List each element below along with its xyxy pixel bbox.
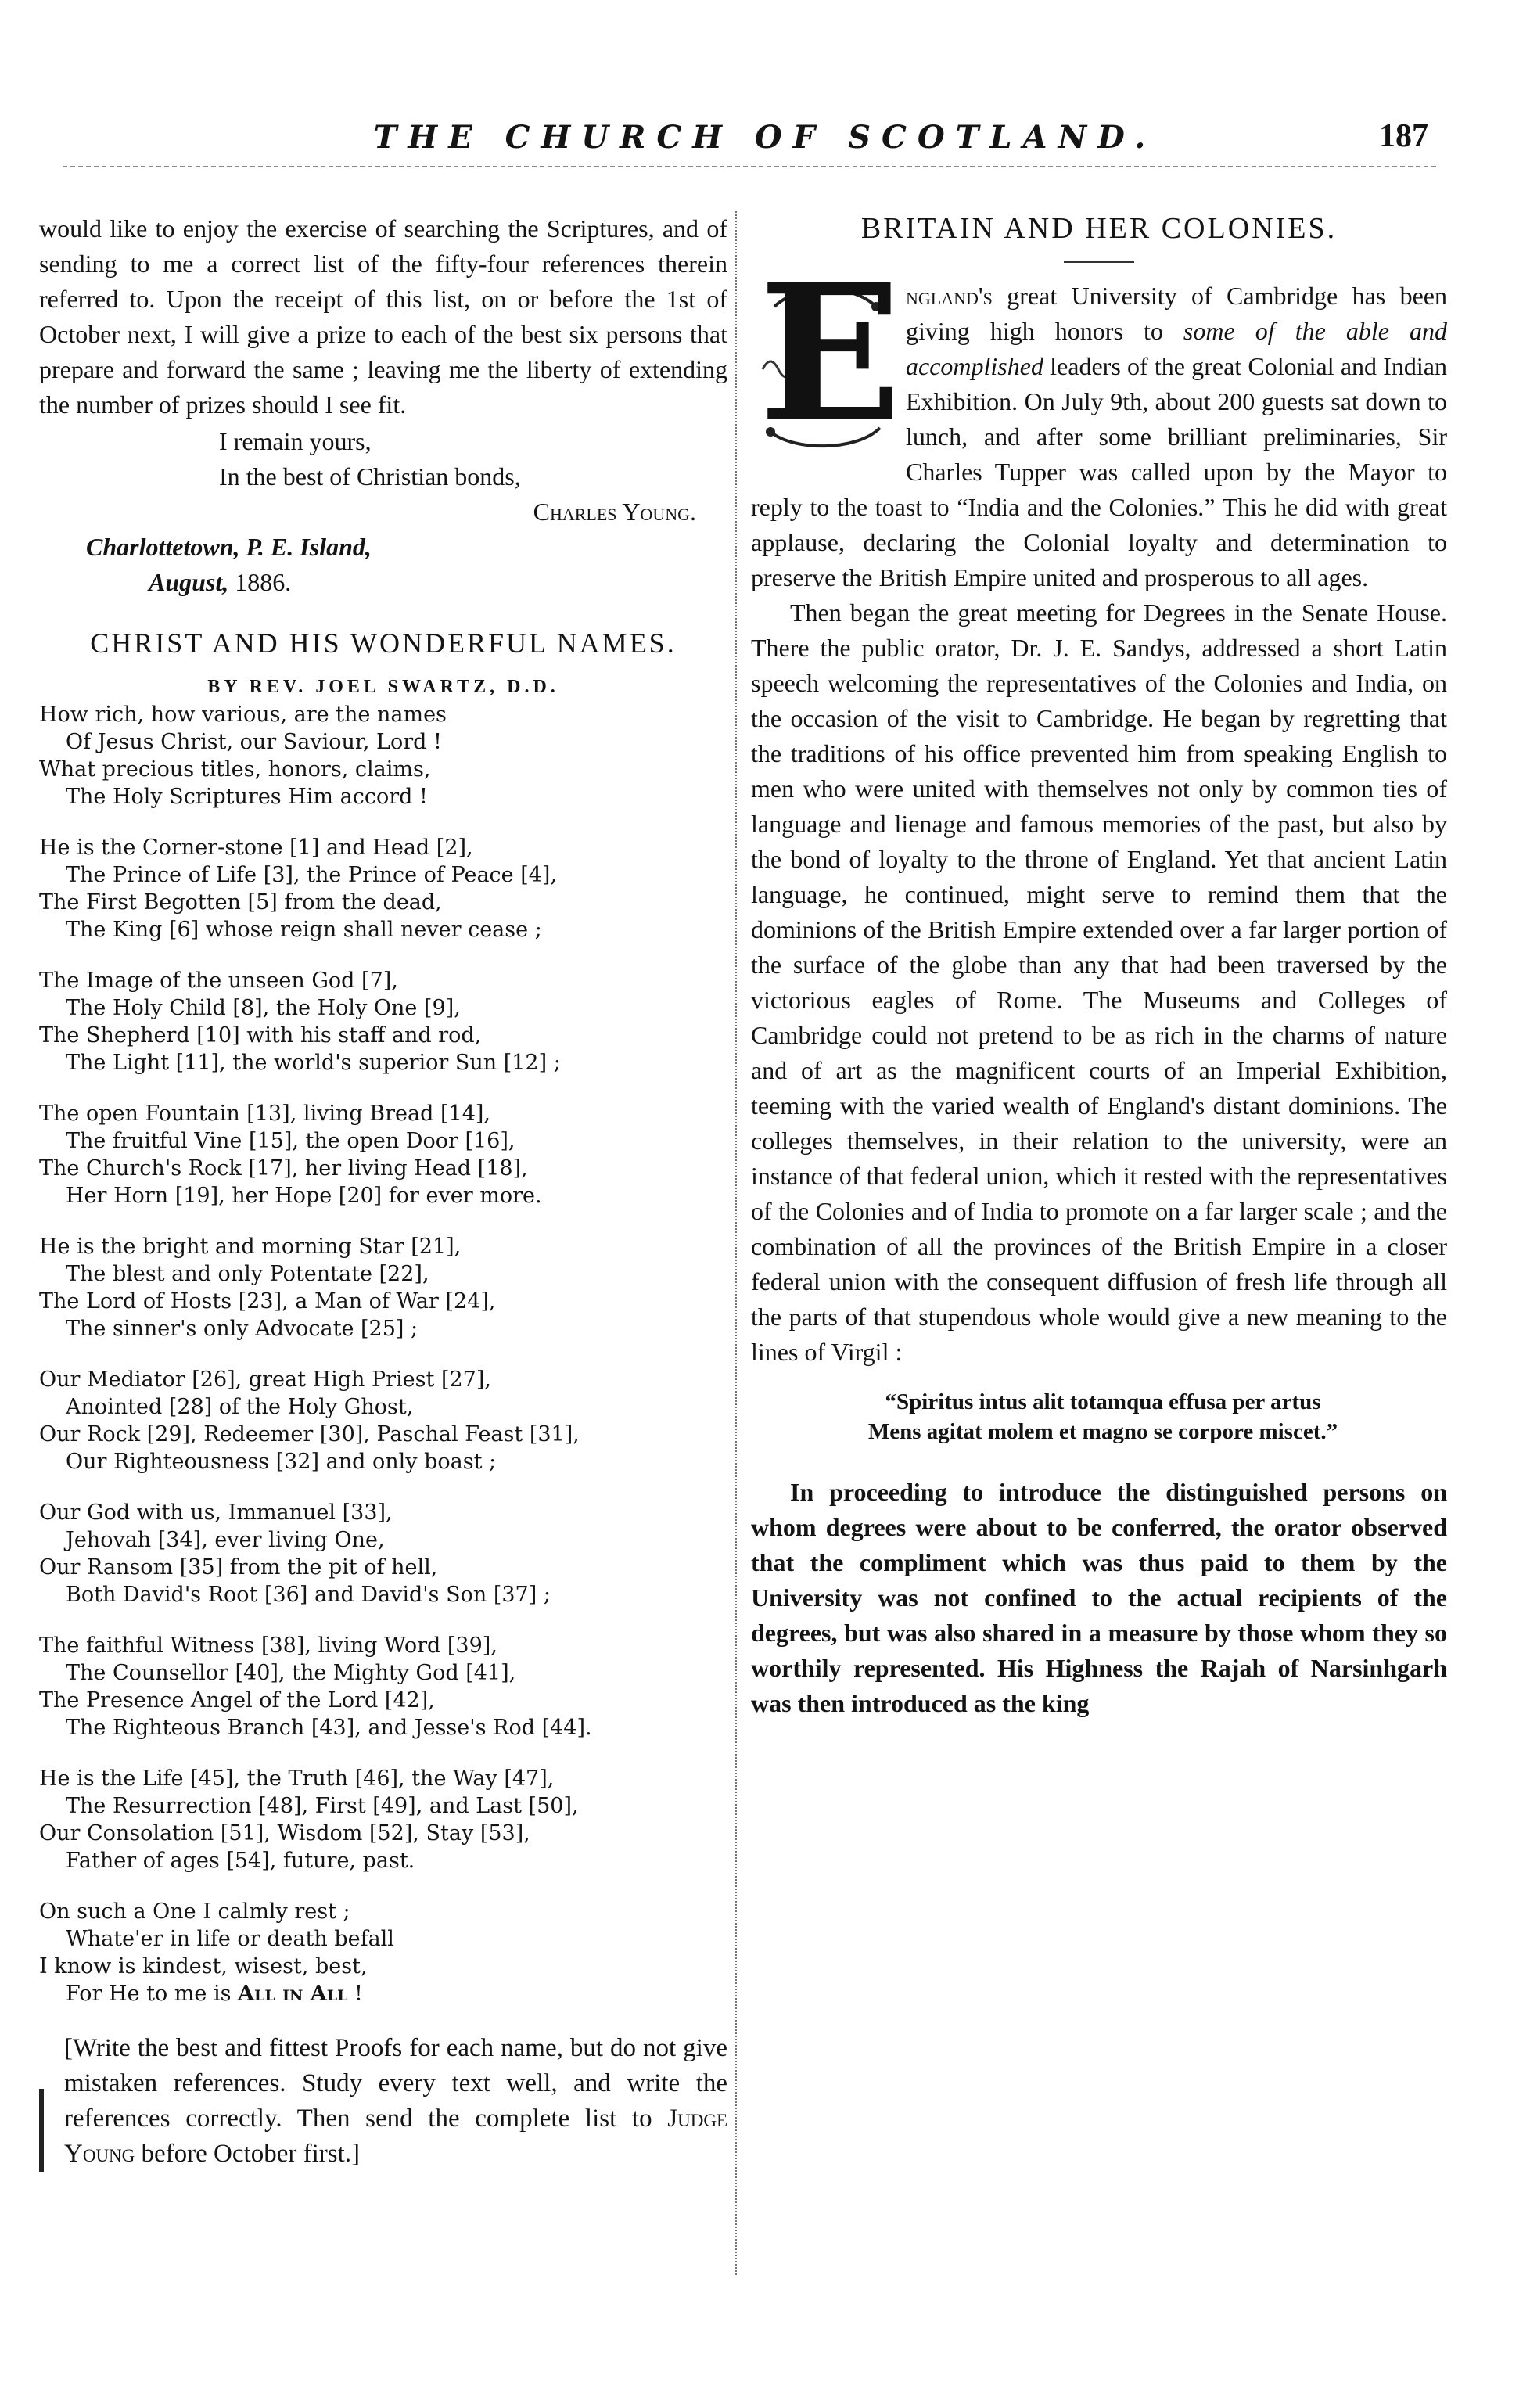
poem-line: The faithful Witness [38], living Word [39], <box>39 1633 497 1658</box>
poem-line: The Presence Angel of the Lord [42], <box>39 1688 435 1713</box>
poem-line: Jehovah [34], ever living One, <box>66 1528 385 1552</box>
stanza <box>39 1366 727 1475</box>
poem-line: The Image of the unseen God [7], <box>39 969 398 993</box>
poem-line: Father of ages [54], future, past. <box>66 1849 415 1873</box>
poem-line: The Holy Child [8], the Holy One [9], <box>66 996 461 1020</box>
poem-line: The sinner's only Advocate [25] ; <box>66 1317 418 1341</box>
stanza <box>39 701 727 810</box>
article-paragraph: In proceeding to introduce the distinguished persons on whom degrees were about to be conferred, the orator observed that the compliment which was thus paid to them by the University was not confined to the actual recipients of the degrees, but was also shared in a measure by those whom they so worthily represented. His Highness the Rajah of Narsinhgarh was then introduced as the king <box>751 1478 1447 1717</box>
note-judge-name: Judge Young <box>64 2104 727 2168</box>
left-column <box>39 211 727 2283</box>
para-text: great University of Cambridge has been giving high honors to <box>906 282 1447 345</box>
poem-line: Our Consolation [51], Wisdom [52], Stay [53], <box>39 1821 530 1846</box>
poem-line: Anointed [28] of the Holy Ghost, <box>66 1395 414 1419</box>
line-text: For He to me is <box>66 1982 239 2006</box>
poem-line: How rich, how various, are the names <box>39 703 447 727</box>
closing-date <box>39 565 727 600</box>
signature: Charles Young. <box>533 498 696 526</box>
poem-line: The Righteous Branch [43], and Jesse's Rod [44]. <box>66 1716 592 1740</box>
poem-line: Our Ransom [35] from the pit of hell, <box>39 1555 438 1580</box>
lead-word: ngland's <box>906 282 993 310</box>
poem-line: He is the bright and morning Star [21], <box>39 1235 462 1259</box>
article-paragraph <box>751 243 1448 595</box>
header-rule <box>63 166 1436 167</box>
article-title: BRITAIN AND HER COLONIES. <box>860 212 1338 245</box>
poem-line: Her Horn [19], her Hope [20] for ever more. <box>66 1184 542 1208</box>
quote-line: “Spiritus intus alit totamqua effusa per artus <box>885 1389 1321 1414</box>
running-title: THE CHURCH OF SCOTLAND. <box>373 119 1157 156</box>
right-column <box>751 211 1447 2283</box>
page-header <box>0 103 1530 174</box>
poem-line: Both David's Root [36] and David's Son [37] ; <box>66 1583 551 1607</box>
poem-line: The Counsellor [40], the Mighty God [41], <box>66 1661 516 1685</box>
poem-line: The Lord of Hosts [23], a Man of War [24], <box>39 1289 496 1314</box>
poem-line: The Resurrection [48], First [49], and Last [50], <box>66 1794 579 1818</box>
article-body <box>751 243 1448 1721</box>
stanza <box>39 1233 727 1342</box>
stanza <box>39 1898 727 2007</box>
note-text: [Write the best and fittest Proofs for each name, but do not give mistaken references. Study every text well, and write the references correctly. Then send the complete list to <box>64 2034 727 2133</box>
page-number: 187 <box>1379 118 1428 154</box>
poem-line: The Holy Scriptures Him accord ! <box>66 785 428 809</box>
stanza <box>39 834 727 943</box>
poem-line: Our God with us, Immanuel [33], <box>39 1501 393 1525</box>
title-rule <box>1064 261 1134 263</box>
poem-title: CHRIST AND HIS WONDERFUL NAMES. <box>90 627 677 659</box>
quote-line: Mens agitat molem et magno se corpore miscet.” <box>867 1419 1338 1444</box>
poem-line: The First Begotten [5] from the dead, <box>39 890 442 915</box>
closing-year: 1886. <box>235 568 292 596</box>
closing-month: August, <box>149 568 229 596</box>
poem-line: The Shepherd [10] with his staff and rod, <box>39 1023 482 1048</box>
poem-line: The blest and only Potentate [22], <box>66 1262 429 1286</box>
instructions-note <box>39 2031 727 2172</box>
poem-line: The Light [11], the world's superior Sun [12] ; <box>66 1051 561 1075</box>
note-margin-bar <box>39 2089 44 2172</box>
poem-byline: BY REV. JOEL SWARTZ, D.D. <box>207 677 559 697</box>
poem-line: The King [6] whose reign shall never cease ; <box>66 918 542 942</box>
all-in-all: All in All <box>238 1982 348 2006</box>
stanza <box>39 1499 727 1608</box>
article-paragraph: Then began the great meeting for Degrees in the Senate House. There the public orator, Dr. J. E. Sandys, addressed a short Latin speech welcoming the representatives of the Colonies and India, on the occasion of the visit to Cambridge. He began by regretting that the traditions of his office prevented him from speaking English to men who were united with themselves not only by common ties of language and lienage and famous memories of the past, but also by the bond of loyalty to the throne of England. Yet that ancient Latin language, he continued, might serve to remind them that the dominions of the British Empire extended over a far larger portion of the surface of the globe than any that had been traversed by the victorious eagles of Rome. The Museums and Colleges of Cambridge could not pretend to be as rich in the charms of nature and of art as the magnificent courts of an Imperial Exhibition, teeming with the varied wealth of England's distant dominions. The colleges themselves, in their relation to the university, were an instance of that federal union, which it rested with the representatives of the Colonies and of India to promote on a far larger scale ; and the combination of all the provinces of the British Empire in a closer federal union with the consequent diffusion of fresh life through all the parts of that stupendous whole would give a new meaning to the lines of Virgil : <box>751 598 1447 1366</box>
stanza <box>39 1100 727 1209</box>
closing-line: In the best of Christian bonds, <box>219 462 521 491</box>
stanza <box>39 967 727 1076</box>
para-text: leaders of the great Colonial and Indian Exhibition. On July 9th, about 200 guests sat down to lunch, and after some brilliant preliminaries, Sir Charles Tupper was called upon by the Mayor to reply to the toast to “India and the Colonies.” This he did with great applause, declaring the Colonial loyalty and determination to preserve the British Empire united and prosperous to all ages. <box>751 352 1447 591</box>
poem-line: He is the Life [45], the Truth [46], the Way [47], <box>39 1766 555 1791</box>
poem-line <box>39 1980 727 2007</box>
letter-closing <box>39 424 727 600</box>
closing-line: I remain yours, <box>219 427 372 455</box>
ornamental-initial <box>759 243 902 464</box>
poem-line: Of Jesus Christ, our Saviour, Lord ! <box>66 730 442 754</box>
poem-line: On such a One I calmly rest ; <box>39 1899 350 1924</box>
closing-place: Charlottetown, P. E. Island, <box>86 533 372 561</box>
note-end: before October first.] <box>135 2140 360 2168</box>
para-italic: some of the able and accomplished <box>906 317 1448 380</box>
poem <box>39 701 727 2007</box>
poem-line: The open Fountain [13], living Bread [14], <box>39 1102 490 1126</box>
poem-line: What precious titles, honors, claims, <box>39 757 431 782</box>
poem-line: I know is kindest, wisest, best, <box>39 1954 368 1979</box>
column-divider <box>735 211 737 2275</box>
poem-line: He is the Corner-stone [1] and Head [2], <box>39 836 473 860</box>
virgil-quote <box>759 1387 1447 1447</box>
poem-line: Our Rock [29], Redeemer [30], Paschal Feast [31], <box>39 1422 580 1447</box>
stanza <box>39 1632 727 1741</box>
poem-line: The Church's Rock [17], her living Head [18], <box>39 1156 528 1181</box>
dropcap-letter: E <box>759 243 902 464</box>
stanza <box>39 1765 727 1874</box>
poem-line: The fruitful Vine [15], the open Door [16], <box>66 1129 515 1153</box>
letter-paragraph: would like to enjoy the exercise of searching the Scriptures, and of sending to me a correct list of the fifty-four references therein referred to. Upon the receipt of this list, on or before the 1st of October next, I will give a prize to each of the best six persons that prepare and forward the same ; leaving me the liberty of extending the number of prizes should I see fit. <box>39 214 727 419</box>
poem-line: Our Mediator [26], great High Priest [27], <box>39 1368 491 1392</box>
poem-line: The Prince of Life [3], the Prince of Peace [4], <box>66 863 558 887</box>
line-text: ! <box>347 1982 363 2006</box>
poem-line: Whate'er in life or death befall <box>66 1927 394 1951</box>
poem-line: Our Righteousness [32] and only boast ; <box>66 1450 497 1474</box>
